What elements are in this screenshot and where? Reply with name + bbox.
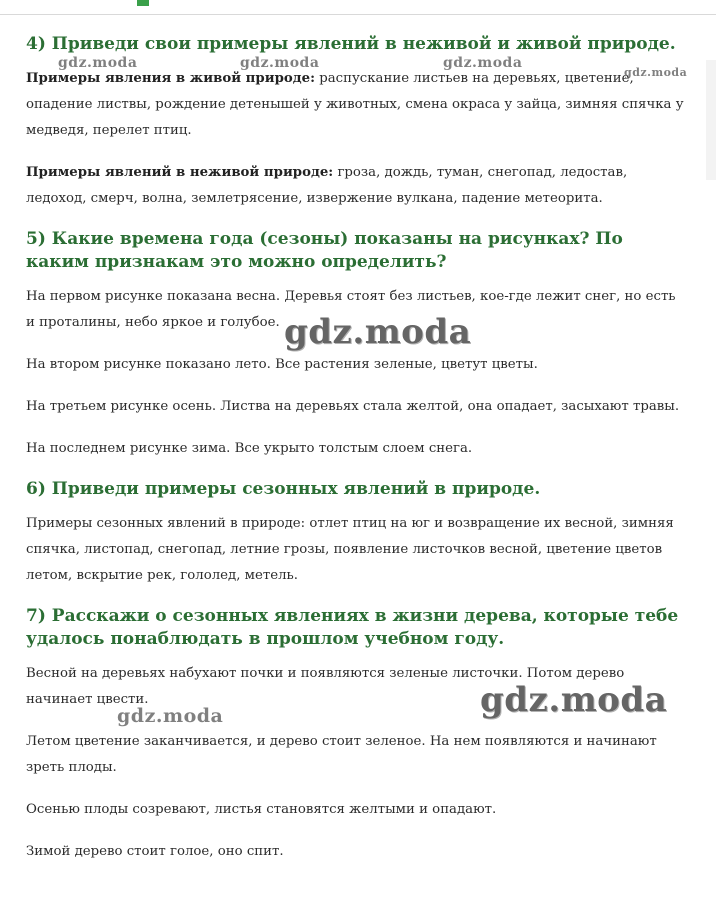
watermark: gdz.moda bbox=[58, 55, 138, 71]
section-heading: 7) Расскажи о сезонных явлениях в жизни дерева, которые тебе удалось понаблюдать в прошлом учебном году. bbox=[26, 606, 679, 649]
paragraph: Примеры сезонных явлений в природе: отлет птиц на юг и возвращение их весной, зимняя спячка, листопад, снегопад, летние грозы, появление листочков весной, цветение цветов летом, вскрытие рек, гололед, метель. bbox=[26, 516, 674, 583]
right-edge-panel bbox=[706, 60, 716, 180]
paragraph: На втором рисунке показано лето. Все растения зеленые, цветут цветы. bbox=[26, 357, 538, 372]
paragraph: Зимой дерево стоит голое, оно спит. bbox=[26, 844, 284, 859]
section-heading: 6) Приведи примеры сезонных явлений в природе. bbox=[26, 479, 541, 499]
paragraph: На последнем рисунке зима. Все укрыто толстым слоем снега. bbox=[26, 441, 473, 456]
section-5 bbox=[26, 228, 686, 462]
watermark: gdz.moda bbox=[240, 55, 320, 71]
watermark: gdz.moda bbox=[284, 312, 472, 352]
paragraph bbox=[26, 66, 686, 144]
watermark: gdz.moda bbox=[480, 680, 668, 720]
section-heading: 4) Приведи свои примеры явлений в неживой и живой природе. bbox=[26, 34, 676, 54]
section-7 bbox=[26, 605, 686, 865]
paragraph: Весной на деревьях набухают почки и появляются зеленые листочки. Потом дерево начинает цвести. bbox=[26, 666, 625, 707]
article-content bbox=[26, 33, 686, 881]
paragraph: На первом рисунке показана весна. Деревья стоят без листьев, кое-где лежит снег, но есть и проталины, небо яркое и голубое. bbox=[26, 289, 676, 330]
paragraph-text: гроза, дождь, туман, снегопад, ледостав, ледоход, смерч, волна, землетрясение, извержение вулкана, падение метеорита. bbox=[26, 165, 628, 206]
watermark: gdz.moda bbox=[443, 55, 523, 71]
paragraph: Летом цветение заканчивается, и дерево стоит зеленое. На нем появляются и начинают зреть плоды. bbox=[26, 734, 657, 775]
paragraph-bold-lead: Примеры явления в живой природе: bbox=[26, 71, 315, 86]
paragraph bbox=[26, 160, 686, 212]
paragraph-bold-lead: Примеры явлений в неживой природе: bbox=[26, 165, 334, 180]
top-cropped-strip bbox=[0, 0, 716, 15]
section-6 bbox=[26, 478, 686, 589]
green-marker bbox=[137, 0, 149, 6]
section-heading: 5) Какие времена года (сезоны) показаны на рисунках? По каким признакам это можно определить? bbox=[26, 229, 623, 272]
section-4 bbox=[26, 33, 686, 212]
paragraph: Осенью плоды созревают, листья становятся желтыми и опадают. bbox=[26, 802, 497, 817]
paragraph-text: распускание листьев на деревьях, цветение, опадение листвы, рождение детенышей у животных, смена окраса у зайца, зимняя спячка у медведя, перелет птиц. bbox=[26, 71, 684, 138]
paragraph: На третьем рисунке осень. Листва на деревьях стала желтой, она опадает, засыхают травы. bbox=[26, 399, 680, 414]
watermark: gdz.moda bbox=[117, 705, 224, 727]
watermark: gdz.moda bbox=[624, 66, 688, 79]
